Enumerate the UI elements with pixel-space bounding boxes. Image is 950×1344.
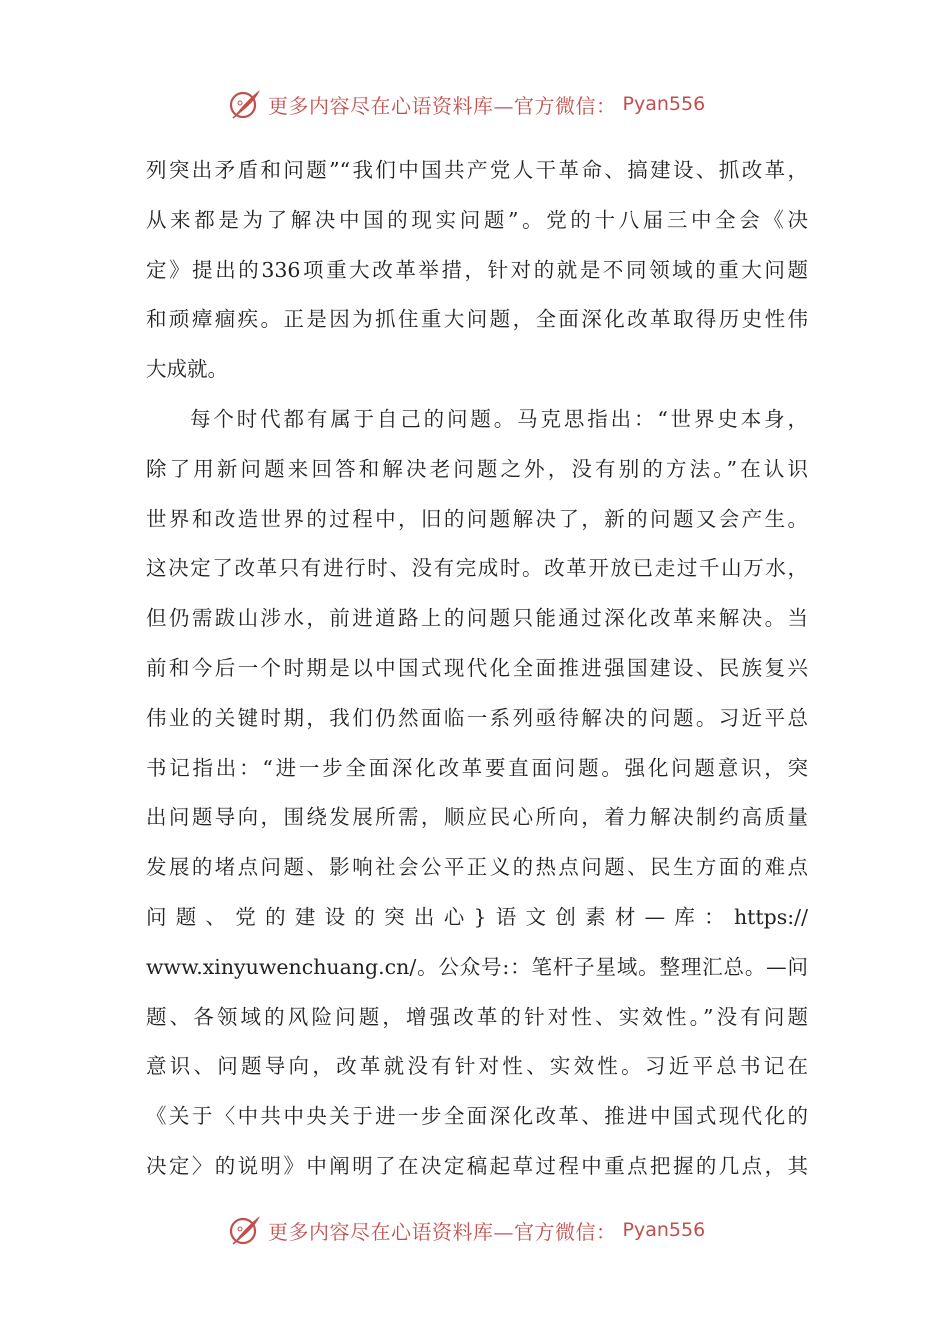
body-line: 除了用新问题来回答和解决老问题之外，没有别的方法。”在认识 [146, 456, 808, 481]
footer-banner-text: 更多内容尽在心语资料库—官方微信： [268, 1219, 617, 1244]
quill-pen-logo-icon [228, 87, 262, 121]
body-line: 伟业的关键时期，我们仍然面临一系列亟待解决的问题。习近平总 [146, 705, 808, 730]
header-banner-text: 更多内容尽在心语资料库—官方微信： [268, 93, 617, 118]
header-banner [228, 86, 705, 122]
body-line: 列突出矛盾和问题”“我们中国共产党人干革命、搞建设、抓改革， [146, 158, 808, 182]
body-line: 每个时代都有属于自己的问题。马克思指出：“世界史本身， [190, 406, 808, 431]
body-line: 决定〉的说明》中阐明了在决定稿起草过程中重点把握的几点，其 [146, 1153, 808, 1178]
body-line: 发展的堵点问题、影响社会公平正义的热点问题、民生方面的难点 [146, 855, 808, 880]
body-line: 从来都是为了解决中国的现实问题”。党的十八届三中全会《决 [146, 207, 808, 232]
body-line: 和顽瘴痼疾。正是因为抓住重大问题，全面深化改革取得历史性伟 [146, 307, 808, 332]
body-line: 题、各领域的风险问题，增强改革的针对性、实效性。”没有问题 [146, 1004, 808, 1029]
body-line: 意识、问题导向，改革就没有针对性、实效性。习近平总书记在 [146, 1054, 808, 1079]
body-line: 但仍需跋山涉水，前进道路上的问题只能通过深化改革来解决。当 [146, 606, 808, 631]
body-line: 出问题导向，围绕发展所需，顺应民心所向，着力解决制约高质量 [146, 805, 808, 830]
body-line: 前和今后一个时期是以中国式现代化全面推进强国建设、民族复兴 [146, 655, 808, 680]
quill-pen-logo-icon [228, 1213, 262, 1247]
document-body [146, 146, 808, 1192]
body-line: 大成就。 [146, 357, 228, 382]
body-line: 世界和改造世界的过程中，旧的问题解决了，新的问题又会产生。 [146, 506, 808, 531]
body-line: 书记指出：“进一步全面深化改革要直面问题。强化问题意识，突 [146, 755, 808, 780]
footer-wechat-id: Pyan556 [622, 1219, 706, 1241]
header-wechat-id: Pyan556 [622, 93, 706, 115]
footer-banner [228, 1212, 705, 1248]
body-line: 定》提出的336项重大改革举措，针对的就是不同领域的重大问题 [146, 257, 808, 282]
body-line: 问题、党的建设的突出心}语文创素材—库：https:// [146, 904, 808, 929]
body-line: 《关于〈中共中央关于进一步全面深化改革、推进中国式现代化的 [146, 1104, 808, 1129]
body-line: www.xinyuwenchuang.cn/。公众号:：笔杆子星域。整理汇总。—问 [146, 954, 808, 979]
body-line: 这决定了改革只有进行时、没有完成时。改革开放已走过千山万水， [146, 556, 808, 581]
